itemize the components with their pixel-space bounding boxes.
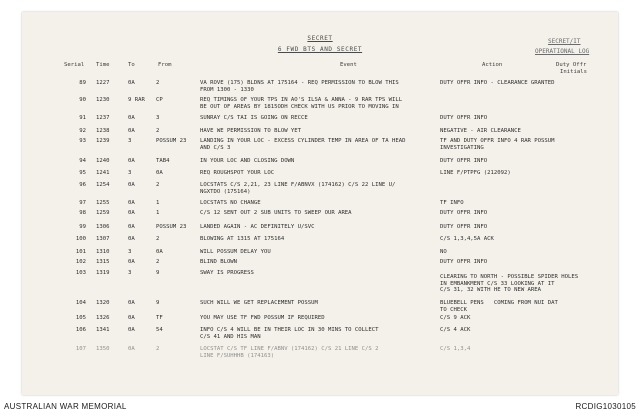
row-action: BLUEBELL PENS COMING FROM NUI DAT TO CHECK — [440, 300, 558, 313]
row-event: LOCSTATS C/S 2,21, 23 LINE F/ABNVX (174162) C/S 22 LINE U/ NGXTDO (175164) — [200, 182, 396, 195]
reference-stamp-2: OPERATIONAL LOG — [535, 48, 590, 55]
row-action: DUTY OFFR INFO — [440, 115, 488, 121]
row-time: 1350 — [96, 346, 110, 352]
row-from: 1 — [156, 200, 160, 206]
row-from: 1 — [156, 210, 160, 216]
row-serial: 90 — [79, 97, 86, 103]
row-from: 2 — [156, 259, 160, 265]
row-action: C/S 4 ACK — [440, 327, 471, 333]
row-serial: 91 — [79, 115, 86, 121]
footer-record-id: RCDIG1030105 — [575, 402, 636, 411]
row-to: 0A — [128, 236, 135, 242]
col-duty-offr: Duty Offr — [556, 62, 587, 68]
row-to: 0A — [128, 115, 135, 121]
row-event: C/S 12 SENT OUT 2 SUB UNITS TO SWEEP OUR AREA — [200, 210, 352, 216]
row-time: 1306 — [96, 224, 110, 230]
row-time: 1230 — [96, 97, 110, 103]
row-time: 1238 — [96, 128, 110, 134]
row-serial: 104 — [75, 300, 86, 306]
row-event: IN YOUR LOC AND CLOSING DOWN — [200, 158, 295, 164]
row-to: 3 — [128, 138, 132, 144]
row-event: LANDING IN YOUR LOC - EXCESS CYLINDER TEMP IN AREA OF TA HEAD AND C/S 3 — [200, 138, 406, 151]
col-action: Action — [482, 62, 503, 68]
row-from: 0A — [156, 249, 163, 255]
row-event: YOU MAY USE TF FWD POSSUM IF REQUIRED — [200, 315, 325, 321]
row-action: NEGATIVE - AIR CLEARANCE — [440, 128, 521, 134]
col-from: From — [158, 62, 172, 68]
row-action: NO — [440, 249, 447, 255]
row-from: 2 — [156, 128, 160, 134]
row-serial: 92 — [79, 128, 86, 134]
row-action: C/S 1,3,4,5A ACK — [440, 236, 494, 242]
row-from: 9 — [156, 270, 160, 276]
row-time: 1254 — [96, 182, 110, 188]
row-time: 1239 — [96, 138, 110, 144]
row-serial: 97 — [79, 200, 86, 206]
row-serial: 94 — [79, 158, 86, 164]
row-to: 0A — [128, 80, 135, 86]
row-to: 0A — [128, 346, 135, 352]
row-event: REQ TIMINGS OF YOUR TPS IN AO'S ILSA & ANNA - 9 RAR TPS WILL BE OUT OF AREAS BY 1815ODH CHECK WITH US PRIOR TO MOVING IN — [200, 97, 403, 110]
row-serial: 103 — [75, 270, 86, 276]
row-serial: 101 — [75, 249, 86, 255]
row-time: 1237 — [96, 115, 110, 121]
row-time: 1259 — [96, 210, 110, 216]
row-from: 2 — [156, 182, 160, 188]
row-event: HAVE WE PERMISSION TO BLOW YET — [200, 128, 302, 134]
row-action: DUTY OFFR INFO — [440, 210, 488, 216]
row-time: 1255 — [96, 200, 110, 206]
row-to: 0A — [128, 315, 135, 321]
row-from: 3 — [156, 115, 160, 121]
col-serial: Serial — [64, 62, 85, 68]
row-to: 0A — [128, 128, 135, 134]
footer-archive-name: AUSTRALIAN WAR MEMORIAL — [4, 402, 127, 411]
row-serial: 105 — [75, 315, 86, 321]
row-time: 1310 — [96, 249, 110, 255]
row-to: 0A — [128, 327, 135, 333]
row-from: 2 — [156, 346, 160, 352]
row-serial: 102 — [75, 259, 86, 265]
row-event: WILL POSSUM DELAY YOU — [200, 249, 271, 255]
row-time: 1307 — [96, 236, 110, 242]
row-action: DUTY OFFR INFO - CLEARANCE GRANTED — [440, 80, 555, 86]
row-time: 1319 — [96, 270, 110, 276]
row-event: LANDED AGAIN - AC DEFINITELY U/SVC — [200, 224, 315, 230]
row-from: 2 — [156, 80, 160, 86]
row-serial: 96 — [79, 182, 86, 188]
row-to: 0A — [128, 300, 135, 306]
row-action: DUTY OFFR INFO — [440, 224, 488, 230]
row-time: 1341 — [96, 327, 110, 333]
row-to: 0A — [128, 158, 135, 164]
row-action: TF AND DUTY OFFR INFO 4 RAR POSSUM INVESTIGATING — [440, 138, 555, 151]
row-event: SUNRAY C/S TAI IS GOING ON RECCE — [200, 115, 308, 121]
row-from: CP — [156, 97, 163, 103]
row-action: C/S 9 ACK — [440, 315, 471, 321]
row-from: 9 — [156, 300, 160, 306]
row-event: VA ROVE (175) BLDNS AT 175164 - REQ PERMISSION TO BLOW THIS FROM 1300 - 1330 — [200, 80, 399, 93]
row-serial: 98 — [79, 210, 86, 216]
row-to: 3 — [128, 249, 132, 255]
row-action: DUTY OFFR INFO — [440, 259, 488, 265]
row-event: REQ ROUGHSPOT YOUR LOC — [200, 170, 275, 176]
row-to: 0A — [128, 224, 135, 230]
col-event: Event — [340, 62, 357, 68]
row-serial: 89 — [79, 80, 86, 86]
row-from: 54 — [156, 327, 163, 333]
row-to: 3 — [128, 270, 132, 276]
reference-stamp-1: SECRET/IT — [548, 38, 581, 45]
row-event: INFO C/S 4 WILL BE IN THEIR LOC IN 30 MINS TO COLLECT C/S 41 AND HIS MAN — [200, 327, 379, 340]
row-event: LOCSTAT C/S TF LINE F/ABNV (174162) C/S 21 LINE C/S 2 LINE F/SUHHHB (174163) — [200, 346, 379, 359]
row-to: 9 RAR — [128, 97, 145, 103]
row-serial: 106 — [75, 327, 86, 333]
col-to: To — [128, 62, 135, 68]
row-time: 1241 — [96, 170, 110, 176]
row-time: 1227 — [96, 80, 110, 86]
row-time: 1320 — [96, 300, 110, 306]
row-action: LINE F/PTPFG (212092) — [440, 170, 511, 176]
row-serial: 107 — [75, 346, 86, 352]
classification-heading: SECRET — [307, 35, 333, 42]
row-serial: 99 — [79, 224, 86, 230]
row-to: 0A — [128, 210, 135, 216]
row-event: SUCH WILL WE GET REPLACEMENT POSSUM — [200, 300, 318, 306]
row-to: 0A — [128, 200, 135, 206]
row-time: 1315 — [96, 259, 110, 265]
row-to: 0A — [128, 259, 135, 265]
row-time: 1326 — [96, 315, 110, 321]
row-to: 0A — [128, 182, 135, 188]
row-from: TF — [156, 315, 163, 321]
row-from: POSSUM 23 — [156, 224, 187, 230]
row-action: C/S 1,3,4 — [440, 346, 471, 352]
row-action: DUTY OFFR INFO — [440, 158, 488, 164]
row-action: TF INFO — [440, 200, 464, 206]
row-event: BLOWING AT 1315 AT 175164 — [200, 236, 285, 242]
row-serial: 95 — [79, 170, 86, 176]
row-event: BLIND BLOWN — [200, 259, 238, 265]
row-from: TAB4 — [156, 158, 170, 164]
row-event: LOCSTATS NO CHANGE — [200, 200, 261, 206]
row-action: CLEARING TO NORTH - POSSIBLE SPIDER HOLES IN EMBANKMENT C/S 33 LOOKING AT IT C/S 31, 32 WITH HE TO NEW AREA — [440, 274, 579, 293]
row-from: 0A — [156, 170, 163, 176]
row-serial: 93 — [79, 138, 86, 144]
row-event: SWAY IS PROGRESS — [200, 270, 254, 276]
row-from: 2 — [156, 236, 160, 242]
row-time: 1240 — [96, 158, 110, 164]
log-subtitle: 6 FWD BTS AND SECRET — [277, 46, 363, 53]
row-serial: 100 — [75, 236, 86, 242]
col-time: Time — [96, 62, 110, 68]
col-initials: Initials — [560, 69, 587, 75]
row-to: 3 — [128, 170, 132, 176]
row-from: POSSUM 23 — [156, 138, 187, 144]
